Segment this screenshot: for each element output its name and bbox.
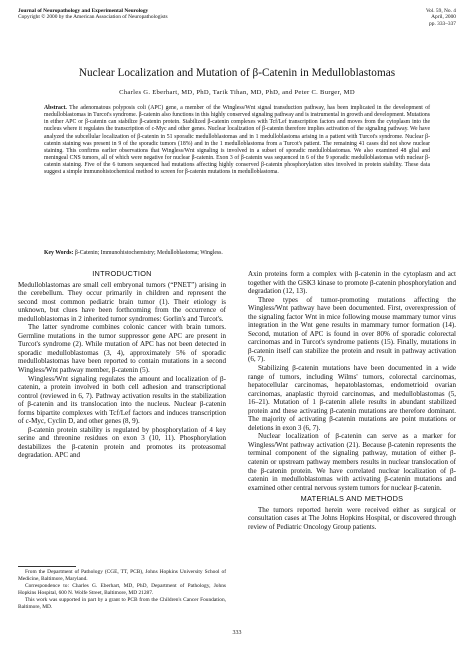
footnotes	[18, 569, 226, 611]
section-heading-introduction: INTRODUCTION	[92, 269, 152, 278]
footnote: From the Department of Pathology (CGE, TT, PCB), Johns Hopkins University School of Medicine, Baltimore, Maryland.	[18, 569, 226, 582]
copyright-line: Copyright © 2000 by the American Association of Neuropathologists	[18, 14, 168, 21]
footnote: This work was supported in part by a grant to PCB from the Children's Cancer Foundation, Baltimore, MD.	[18, 597, 226, 610]
journal-header	[18, 8, 168, 21]
left-column	[18, 270, 226, 460]
footnote-rule	[18, 566, 76, 567]
page-range: pp. 333–337	[429, 20, 456, 27]
abstract	[44, 105, 430, 177]
keywords-text: β-Catenin; Immunohistochemistry; Medulloblastoma; Wingless.	[74, 250, 223, 256]
intro-paragraph: β-catenin protein stability is regulated by phosphorylation of 4 key serine and threonine residues on exon 3 (10, 11). Phosphorylation destabilizes the β-catenin protein and promotes its proteasomal degradation. APC and	[18, 425, 226, 460]
intro-paragraph: The latter syndrome combines colonic cancer with brain tumors. Germline mutations in the tumor suppressor gene APC are present in Turcot's syndrome (2). While mutation of APC has not been detected in sporadic medulloblastomas (3, 4), approximately 5% of sporadic medulloblastomas have been reported to contain mutations in a second Wingless/Wnt pathway member, β-catenin (5).	[18, 323, 226, 375]
abstract-label: Abstract.	[44, 105, 67, 111]
keywords-label: Key Words:	[44, 250, 74, 256]
body-paragraph: Three types of tumor-promoting mutations affecting the Wingless/Wnt pathway have been documented. First, overexpression of the signaling factor Wnt in mice following mouse mammary tumor virus integration in the Wnt gene results in mammary tumor formation (14). Second, mutation of APC is found in over 80% of sporadic colorectal carcinomas and in Turcot's syndrome patients (15). Finally, mutations in β-catenin itself can stabilize the protein and result in pathway activation (6, 7).	[248, 295, 456, 364]
volume-issue: Vol. 59, No. 4	[425, 8, 456, 14]
journal-name: Journal of Neuropathology and Experimental Neurology	[18, 8, 149, 14]
footnote: Correspondence to: Charles G. Eberhart, MD, PhD, Department of Pathology, Johns Hopkins Hospital, 600 N. Wolfe Street, Baltimore, MD 21287.	[18, 583, 226, 596]
section-heading-methods: MATERIALS AND METHODS	[300, 494, 404, 504]
body-paragraph: Nuclear localization of β-catenin can serve as a marker for Wingless/Wnt pathway activation (21). Because β-catenin represents the terminal component of the signaling pathway, mutation of either β-catenin or upstream pathway members results in nuclear translocation of the β-catenin protein. We have correlated nuclear localization of β-catenin in medulloblastomas with activating β-catenin mutations and examined other central nervous system tumors for nuclear β-catenin.	[248, 432, 456, 492]
abstract-text: The adenomatous polyposis coli (APC) gene, a member of the Wingless/Wnt signal transduction pathway, has been implicated in the development of medulloblastomas in Turcot's syndrome. β-catenin also functions in this highly conserved signaling pathway and is instrumental in growth and development. Mutations in either APC or β-catenin can stabilize β-catenin protein. Stabilized β-catenin complexes with Tcf/Lef transcription factors and moves from the cytoplasm into the nucleus where it regulates the transcription of c-Myc and other genes. Nuclear localization of β-catenin therefore implies activation of the signaling pathway. We have analyzed the subcellular localization of β-catenin in 51 sporadic medulloblastomas and in 1 medulloblastoma arising in a patient with Turcot's syndrome. Nuclear β-catenin staining was present in 9 of the sporadic tumors (18%) and in the 1 medulloblastoma from a Turcot's patient. The remaining 41 cases did not show nuclear staining. This confirms earlier observations that Wingless/Wnt signaling is involved in a subset of sporadic medulloblastomas. We also examined 48 glial and meningeal CNS tumors, all of which were negative for nuclear β-catenin. Exon 3 of β-catenin was sequenced in 6 of the 9 sporadic medulloblastomas with nuclear β-catenin staining. Five of the 6 tumors sequenced had mutations affecting highly conserved β-catenin phosphorylation sites involved in protein stability. These data suggest a simple immunohistochemical method to screen for β-catenin mutations in medulloblastoma.	[44, 105, 430, 176]
keywords	[44, 250, 430, 257]
issue-date: April, 2000	[431, 14, 456, 21]
right-column	[248, 270, 456, 531]
body-paragraph: Stabilizing β-catenin mutations have been documented in a wide range of tumors, including Wilms' tumors, colorectal carcinomas, hepatocellular carcinomas, hepatoblastomas, endometrioid ovarian carcinomas, anaplastic thyroid carcinomas, and medulloblastomas (5, 16–21). Mutation of 1 β-catenin allele results in abundant stabilized protein and these activating β-catenin mutations are therefore dominant. The majority of activating β-catenin mutations are point mutations or deletions in exon 3 (6, 7).	[248, 364, 456, 432]
issue-info	[426, 8, 456, 27]
intro-paragraph: Wingless/Wnt signaling regulates the amount and localization of β-catenin, a protein involved in both cell adhesion and transcriptional control (reviewed in 6, 7). Pathway activation results in the stabilization of β-catenin and its translocation into the nucleus. Nuclear β-catenin forms bipartite complexes with Tcf/Lef factors and induces transcription of c-Myc, Cyclin D, and other genes (8, 9).	[18, 374, 226, 426]
page-number: 333	[232, 630, 242, 636]
article-title: Nuclear Localization and Mutation of β-Catenin in Medulloblastomas	[78, 67, 396, 79]
author-list: Charles G. Eberhart, MD, PhD, Tarik Tihan, MD, PhD, and Peter C. Burger, MD	[119, 89, 355, 96]
methods-paragraph: The tumors reported herein were received either as surgical or consultation cases at The Johns Hopkins Hospital, or discovered through review of Pediatric Oncology Group patients.	[248, 505, 456, 531]
body-paragraph: Axin proteins form a complex with β-catenin in the cytoplasm and act together with the GSK3 kinase to promote β-catenin phosphorylation and degradation (12, 13).	[248, 270, 456, 296]
intro-paragraph: Medulloblastomas are small cell embryonal tumors (“PNET”) arising in the cerebellum. They occur primarily in children and represent the second most common pediatric brain tumor (1). Their etiology is unknown, but clues have been forthcoming from the occurrence of medulloblastomas in 2 inherited tumor syndromes: Gorlin's and Turcot's.	[18, 280, 226, 323]
